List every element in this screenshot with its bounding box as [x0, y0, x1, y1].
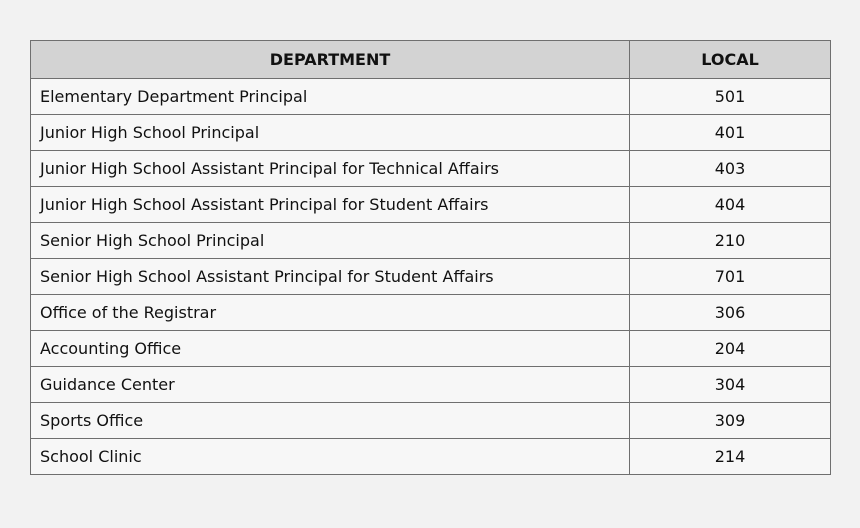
local-extension-cell: 214 — [630, 439, 831, 475]
department-cell: Junior High School Principal — [31, 115, 630, 151]
local-extension-cell: 404 — [630, 187, 831, 223]
department-cell: Senior High School Assistant Principal for Student Affairs — [31, 259, 630, 295]
table-row — [31, 115, 831, 151]
table-row — [31, 259, 831, 295]
department-cell: Junior High School Assistant Principal for Student Affairs — [31, 187, 630, 223]
department-column-header: DEPARTMENT — [31, 41, 630, 79]
local-column-header: LOCAL — [630, 41, 831, 79]
department-cell: Accounting Office — [31, 331, 630, 367]
table-row — [31, 223, 831, 259]
local-extension-cell: 210 — [630, 223, 831, 259]
local-extension-cell: 309 — [630, 403, 831, 439]
local-extension-cell: 401 — [630, 115, 831, 151]
table-row — [31, 331, 831, 367]
department-cell: Elementary Department Principal — [31, 79, 630, 115]
header-row — [31, 41, 831, 79]
department-cell: School Clinic — [31, 439, 630, 475]
local-extension-cell: 701 — [630, 259, 831, 295]
table-row — [31, 439, 831, 475]
table-row — [31, 367, 831, 403]
local-extension-cell: 501 — [630, 79, 831, 115]
local-directory-table — [30, 40, 831, 475]
department-cell: Office of the Registrar — [31, 295, 630, 331]
table-header — [31, 41, 831, 79]
local-extension-cell: 403 — [630, 151, 831, 187]
department-cell: Junior High School Assistant Principal for Technical Affairs — [31, 151, 630, 187]
table-row — [31, 295, 831, 331]
department-cell: Senior High School Principal — [31, 223, 630, 259]
local-extension-cell: 304 — [630, 367, 831, 403]
table-row — [31, 79, 831, 115]
department-cell: Sports Office — [31, 403, 630, 439]
table-body — [31, 79, 831, 475]
local-extension-cell: 204 — [630, 331, 831, 367]
department-cell: Guidance Center — [31, 367, 630, 403]
table-row — [31, 403, 831, 439]
table-row — [31, 151, 831, 187]
local-extension-cell: 306 — [630, 295, 831, 331]
table-row — [31, 187, 831, 223]
